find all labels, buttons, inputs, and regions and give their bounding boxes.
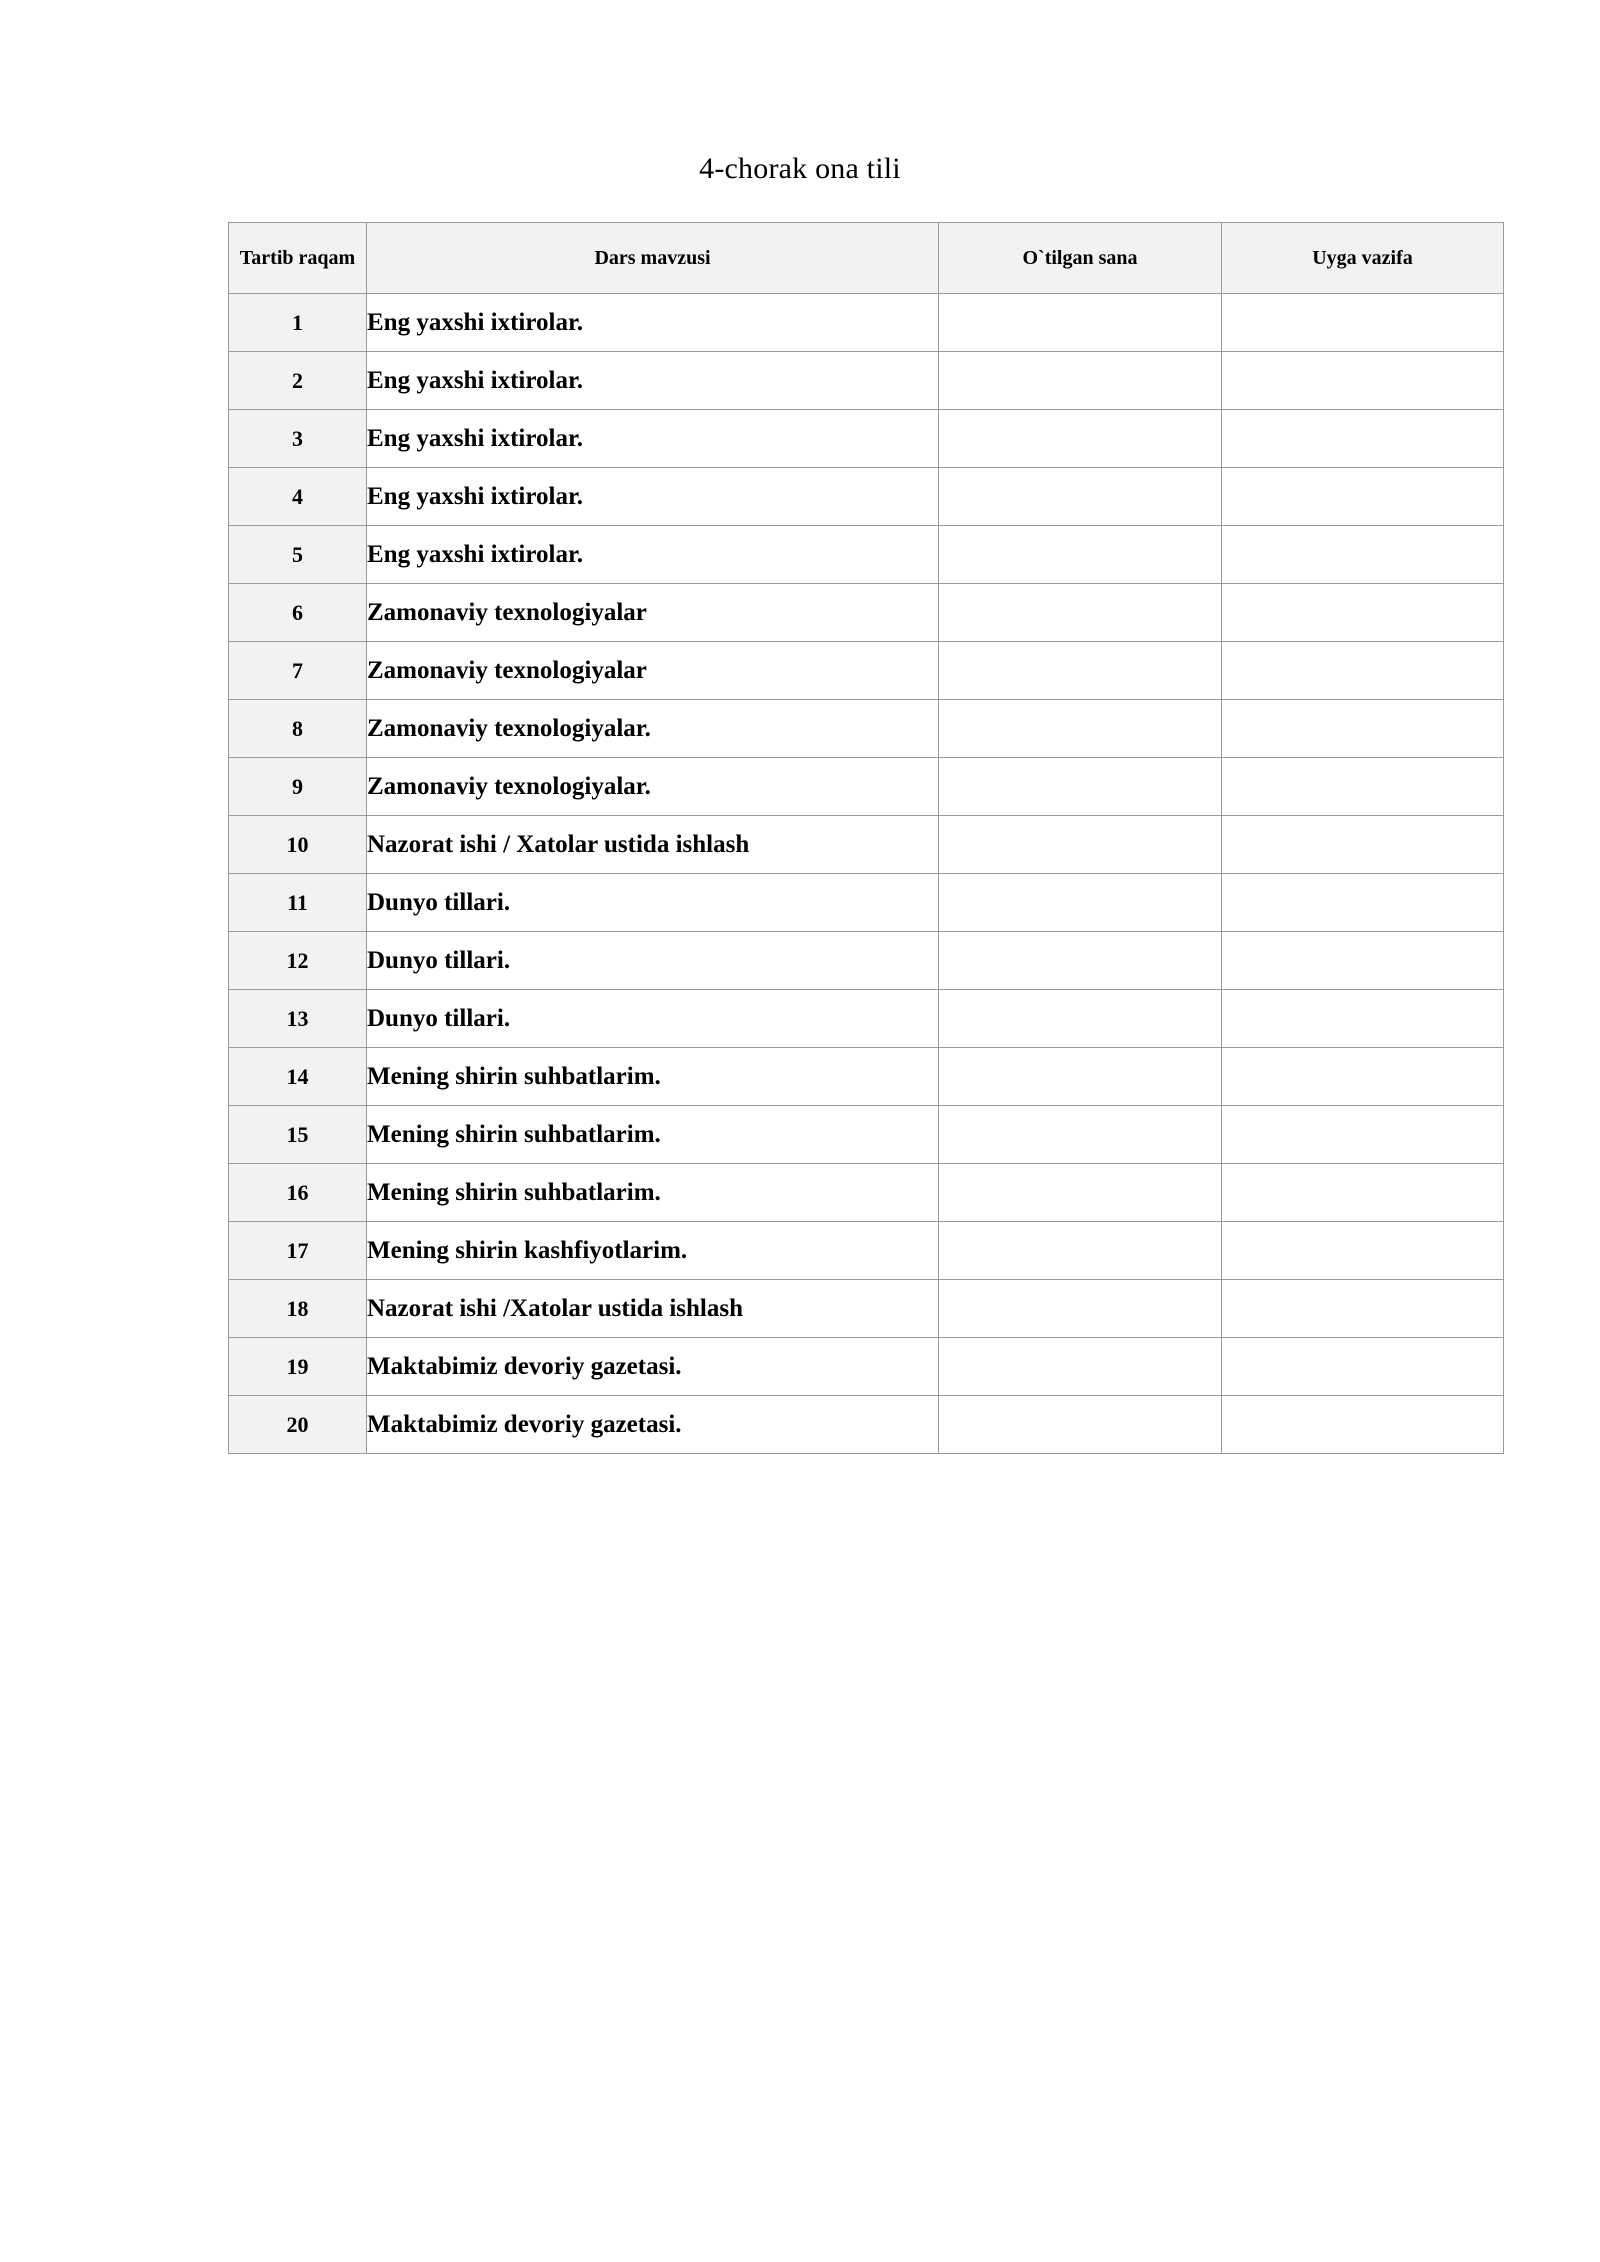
cell-lesson-topic: Dunyo tillari. <box>367 874 939 932</box>
cell-date[interactable] <box>939 990 1222 1048</box>
cell-date[interactable] <box>939 410 1222 468</box>
table-row <box>229 526 1504 584</box>
page-title: 4-chorak ona tili <box>699 152 901 185</box>
cell-date[interactable] <box>939 642 1222 700</box>
cell-order-number: 8 <box>229 700 367 758</box>
cell-order-number: 5 <box>229 526 367 584</box>
table-row <box>229 932 1504 990</box>
cell-homework[interactable] <box>1222 642 1504 700</box>
cell-order-number: 2 <box>229 352 367 410</box>
table-row <box>229 1222 1504 1280</box>
cell-order-number: 3 <box>229 410 367 468</box>
cell-homework[interactable] <box>1222 1396 1504 1454</box>
cell-homework[interactable] <box>1222 352 1504 410</box>
cell-order-number: 12 <box>229 932 367 990</box>
cell-date[interactable] <box>939 1164 1222 1222</box>
cell-lesson-topic: Eng yaxshi ixtirolar. <box>367 294 939 352</box>
cell-lesson-topic: Zamonaviy texnologiyalar. <box>367 758 939 816</box>
cell-homework[interactable] <box>1222 758 1504 816</box>
table-header-row <box>229 223 1504 294</box>
cell-lesson-topic: Eng yaxshi ixtirolar. <box>367 468 939 526</box>
cell-homework[interactable] <box>1222 1222 1504 1280</box>
table-row <box>229 1048 1504 1106</box>
column-header-lesson-topic: Dars mavzusi <box>367 223 939 294</box>
cell-order-number: 17 <box>229 1222 367 1280</box>
cell-homework[interactable] <box>1222 468 1504 526</box>
cell-lesson-topic: Mening shirin suhbatlarim. <box>367 1106 939 1164</box>
cell-lesson-topic: Zamonaviy texnologiyalar <box>367 642 939 700</box>
table-row <box>229 874 1504 932</box>
cell-date[interactable] <box>939 932 1222 990</box>
cell-order-number: 16 <box>229 1164 367 1222</box>
table-body <box>229 294 1504 1454</box>
table-row <box>229 584 1504 642</box>
cell-date[interactable] <box>939 1222 1222 1280</box>
cell-homework[interactable] <box>1222 700 1504 758</box>
cell-homework[interactable] <box>1222 584 1504 642</box>
cell-date[interactable] <box>939 468 1222 526</box>
cell-order-number: 1 <box>229 294 367 352</box>
cell-order-number: 11 <box>229 874 367 932</box>
lesson-plan-table <box>228 222 1504 1454</box>
cell-date[interactable] <box>939 700 1222 758</box>
cell-lesson-topic: Mening shirin suhbatlarim. <box>367 1164 939 1222</box>
cell-homework[interactable] <box>1222 410 1504 468</box>
cell-lesson-topic: Zamonaviy texnologiyalar. <box>367 700 939 758</box>
table-row <box>229 816 1504 874</box>
cell-lesson-topic: Zamonaviy texnologiyalar <box>367 584 939 642</box>
cell-homework[interactable] <box>1222 294 1504 352</box>
cell-homework[interactable] <box>1222 874 1504 932</box>
table-row <box>229 294 1504 352</box>
cell-lesson-topic: Maktabimiz devoriy gazetasi. <box>367 1396 939 1454</box>
cell-homework[interactable] <box>1222 526 1504 584</box>
table-row <box>229 1396 1504 1454</box>
table-row <box>229 410 1504 468</box>
cell-lesson-topic: Mening shirin kashfiyotlarim. <box>367 1222 939 1280</box>
cell-order-number: 4 <box>229 468 367 526</box>
table-row <box>229 758 1504 816</box>
cell-homework[interactable] <box>1222 816 1504 874</box>
table-header <box>229 223 1504 294</box>
cell-homework[interactable] <box>1222 990 1504 1048</box>
cell-homework[interactable] <box>1222 932 1504 990</box>
cell-date[interactable] <box>939 816 1222 874</box>
cell-date[interactable] <box>939 758 1222 816</box>
table-row <box>229 642 1504 700</box>
table-row <box>229 468 1504 526</box>
cell-order-number: 20 <box>229 1396 367 1454</box>
column-header-homework: Uyga vazifa <box>1222 223 1504 294</box>
cell-order-number: 7 <box>229 642 367 700</box>
cell-date[interactable] <box>939 526 1222 584</box>
cell-lesson-topic: Mening shirin suhbatlarim. <box>367 1048 939 1106</box>
cell-order-number: 6 <box>229 584 367 642</box>
cell-order-number: 13 <box>229 990 367 1048</box>
cell-lesson-topic: Nazorat ishi / Xatolar ustida ishlash <box>367 816 939 874</box>
cell-homework[interactable] <box>1222 1106 1504 1164</box>
table-row <box>229 352 1504 410</box>
lesson-plan-table-wrapper <box>228 222 1503 1454</box>
cell-homework[interactable] <box>1222 1338 1504 1396</box>
cell-date[interactable] <box>939 294 1222 352</box>
cell-date[interactable] <box>939 584 1222 642</box>
cell-order-number: 10 <box>229 816 367 874</box>
table-row <box>229 1106 1504 1164</box>
cell-date[interactable] <box>939 874 1222 932</box>
cell-lesson-topic: Eng yaxshi ixtirolar. <box>367 352 939 410</box>
cell-order-number: 14 <box>229 1048 367 1106</box>
cell-date[interactable] <box>939 1338 1222 1396</box>
cell-lesson-topic: Nazorat ishi /Xatolar ustida ishlash <box>367 1280 939 1338</box>
cell-date[interactable] <box>939 1280 1222 1338</box>
cell-order-number: 15 <box>229 1106 367 1164</box>
table-row <box>229 700 1504 758</box>
cell-date[interactable] <box>939 1106 1222 1164</box>
table-row <box>229 1338 1504 1396</box>
table-row <box>229 1280 1504 1338</box>
cell-lesson-topic: Eng yaxshi ixtirolar. <box>367 410 939 468</box>
cell-lesson-topic: Maktabimiz devoriy gazetasi. <box>367 1338 939 1396</box>
cell-order-number: 18 <box>229 1280 367 1338</box>
cell-homework[interactable] <box>1222 1048 1504 1106</box>
cell-lesson-topic: Dunyo tillari. <box>367 932 939 990</box>
column-header-date: O`tilgan sana <box>939 223 1222 294</box>
cell-lesson-topic: Eng yaxshi ixtirolar. <box>367 526 939 584</box>
table-row <box>229 1164 1504 1222</box>
cell-lesson-topic: Dunyo tillari. <box>367 990 939 1048</box>
cell-date[interactable] <box>939 1396 1222 1454</box>
cell-homework[interactable] <box>1222 1280 1504 1338</box>
cell-date[interactable] <box>939 1048 1222 1106</box>
cell-order-number: 9 <box>229 758 367 816</box>
cell-date[interactable] <box>939 352 1222 410</box>
cell-homework[interactable] <box>1222 1164 1504 1222</box>
table-row <box>229 990 1504 1048</box>
cell-order-number: 19 <box>229 1338 367 1396</box>
column-header-order-number: Tartib raqam <box>229 223 367 294</box>
